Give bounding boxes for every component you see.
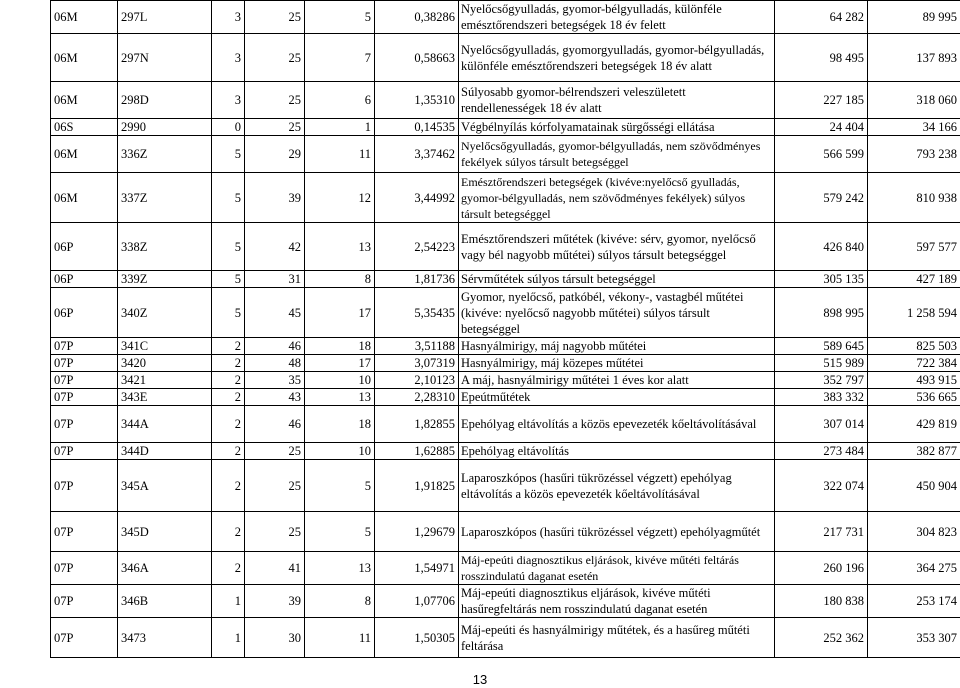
row-code: 340Z [118,288,212,338]
row-description: Emésztőrendszeri műtétek (kivéve: sérv, gyomor, nyelőcső vagy bél nagyobb műtétei) súlyos társult betegséggel [459,223,775,271]
row-col3: 2 [212,552,245,585]
row-chapter: 07P [51,585,118,618]
row-weight: 1,82855 [375,406,459,443]
row-value-2: 429 819 [868,406,960,443]
row-col4: 25 [245,1,305,34]
row-value-2: 253 174 [868,585,960,618]
row-weight: 1,54971 [375,552,459,585]
table-row [51,271,960,288]
row-chapter: 06M [51,82,118,119]
row-col4: 46 [245,406,305,443]
row-value-2: 825 503 [868,338,960,355]
row-value-2: 427 189 [868,271,960,288]
row-description: Máj-epeúti diagnosztikus eljárások, kivéve műtéti hasűregfeltárás nem rosszindulatú daganat esetén [459,585,775,618]
row-chapter: 06M [51,173,118,223]
row-chapter: 07P [51,406,118,443]
row-value-1: 898 995 [775,288,868,338]
table-row [51,338,960,355]
table-row [51,552,960,585]
row-value-1: 589 645 [775,338,868,355]
table-row [51,443,960,460]
row-code: 346B [118,585,212,618]
row-col3: 2 [212,338,245,355]
row-col5: 6 [305,82,375,119]
row-col3: 2 [212,512,245,552]
row-col3: 3 [212,82,245,119]
row-col5: 13 [305,223,375,271]
row-weight: 0,58663 [375,34,459,82]
row-value-2: 722 384 [868,355,960,372]
row-col4: 25 [245,119,305,136]
row-value-1: 352 797 [775,372,868,389]
row-chapter: 07P [51,552,118,585]
row-col3: 2 [212,406,245,443]
row-code: 339Z [118,271,212,288]
row-chapter: 06M [51,34,118,82]
row-col3: 5 [212,288,245,338]
row-description: Máj-epeúti diagnosztikus eljárások, kivéve műtéti feltárás rosszindulatú daganat esetén [459,552,775,585]
row-col4: 25 [245,34,305,82]
row-code: 298D [118,82,212,119]
row-weight: 3,44992 [375,173,459,223]
row-weight: 1,81736 [375,271,459,288]
row-col5: 13 [305,552,375,585]
row-chapter: 07P [51,512,118,552]
row-col3: 3 [212,34,245,82]
row-weight: 1,91825 [375,460,459,512]
table-row [51,389,960,406]
table-row [51,223,960,271]
row-value-1: 252 362 [775,618,868,658]
row-col3: 1 [212,585,245,618]
row-description: Végbélnyílás kórfolyamatainak sürgősségi ellátása [459,119,775,136]
row-col5: 18 [305,338,375,355]
row-value-2: 810 938 [868,173,960,223]
row-value-2: 536 665 [868,389,960,406]
row-weight: 2,10123 [375,372,459,389]
row-code: 346A [118,552,212,585]
row-value-1: 24 404 [775,119,868,136]
row-weight: 0,14535 [375,119,459,136]
row-value-2: 353 307 [868,618,960,658]
row-col3: 5 [212,271,245,288]
row-description: Laparoszkópos (hasűri tükrözéssel végzett) epehólyag eltávolítás a közös epevezeték kőeltávolításával [459,460,775,512]
row-code: 3473 [118,618,212,658]
row-chapter: 06P [51,271,118,288]
row-code: 297N [118,34,212,82]
row-value-2: 304 823 [868,512,960,552]
row-code: 3421 [118,372,212,389]
row-col3: 5 [212,173,245,223]
row-col3: 2 [212,372,245,389]
row-code: 2990 [118,119,212,136]
row-value-1: 64 282 [775,1,868,34]
row-chapter: 07P [51,618,118,658]
row-description: Hasnyálmirigy, máj közepes műtétei [459,355,775,372]
row-weight: 1,07706 [375,585,459,618]
row-description: Máj-epeúti és hasnyálmirigy műtétek, és a hasűreg műtéti feltárása [459,618,775,658]
row-col5: 8 [305,271,375,288]
table-row [51,355,960,372]
row-value-1: 383 332 [775,389,868,406]
row-col3: 3 [212,1,245,34]
row-description: Epeútműtétek [459,389,775,406]
row-col3: 5 [212,223,245,271]
row-value-1: 515 989 [775,355,868,372]
row-col5: 13 [305,389,375,406]
row-value-1: 322 074 [775,460,868,512]
row-col4: 25 [245,460,305,512]
row-col4: 31 [245,271,305,288]
row-chapter: 06M [51,136,118,173]
row-chapter: 07P [51,355,118,372]
row-value-1: 579 242 [775,173,868,223]
row-chapter: 07P [51,338,118,355]
table-row [51,618,960,658]
row-description: A máj, hasnyálmirigy műtétei 1 éves kor alatt [459,372,775,389]
row-code: 297L [118,1,212,34]
table-row [51,1,960,34]
row-code: 345A [118,460,212,512]
row-weight: 1,35310 [375,82,459,119]
row-value-2: 493 915 [868,372,960,389]
row-col5: 11 [305,618,375,658]
row-description: Nyelőcsőgyulladás, gyomor-bélgyulladás, különféle emésztőrendszeri betegségek 18 év felett [459,1,775,34]
row-col5: 5 [305,512,375,552]
row-col5: 18 [305,406,375,443]
row-value-1: 566 599 [775,136,868,173]
row-weight: 2,28310 [375,389,459,406]
row-value-1: 273 484 [775,443,868,460]
row-weight: 3,51188 [375,338,459,355]
table-row [51,119,960,136]
row-value-1: 180 838 [775,585,868,618]
table-row [51,585,960,618]
row-col5: 10 [305,372,375,389]
row-col4: 43 [245,389,305,406]
row-col5: 5 [305,1,375,34]
row-code: 336Z [118,136,212,173]
row-col5: 10 [305,443,375,460]
row-chapter: 06S [51,119,118,136]
table-row [51,460,960,512]
row-chapter: 07P [51,443,118,460]
row-col4: 29 [245,136,305,173]
row-code: 344A [118,406,212,443]
row-col5: 17 [305,288,375,338]
row-chapter: 06P [51,223,118,271]
row-col4: 30 [245,618,305,658]
row-col4: 35 [245,372,305,389]
row-code: 343E [118,389,212,406]
row-description: Laparoszkópos (hasűri tükrözéssel végzett) epehólyagműtét [459,512,775,552]
row-value-2: 137 893 [868,34,960,82]
row-value-1: 227 185 [775,82,868,119]
row-code: 3420 [118,355,212,372]
row-description: Nyelőcsőgyulladás, gyomorgyulladás, gyomor-bélgyulladás, különféle emésztőrendszeri betegségek 18 év alatt [459,34,775,82]
row-code: 344D [118,443,212,460]
row-description: Epehólyag eltávolítás a közös epevezeték kőeltávolításával [459,406,775,443]
row-weight: 5,35435 [375,288,459,338]
row-chapter: 06M [51,1,118,34]
row-value-2: 89 995 [868,1,960,34]
row-chapter: 07P [51,389,118,406]
row-col5: 8 [305,585,375,618]
row-description: Nyelőcsőgyulladás, gyomor-bélgyulladás, nem szövődményes fekélyek súlyos társult betegséggel [459,136,775,173]
row-description: Súlyosabb gyomor-bélrendszeri veleszületett rendellenességek 18 év alatt [459,82,775,119]
row-col3: 5 [212,136,245,173]
row-value-2: 1 258 594 [868,288,960,338]
row-col4: 41 [245,552,305,585]
table-row [51,372,960,389]
row-col4: 46 [245,338,305,355]
row-weight: 0,38286 [375,1,459,34]
row-col5: 11 [305,136,375,173]
row-description: Hasnyálmirigy, máj nagyobb műtétei [459,338,775,355]
row-col4: 45 [245,288,305,338]
row-col4: 48 [245,355,305,372]
row-description: Emésztőrendszeri betegségek (kivéve:nyelőcső gyulladás, gyomor-bélgyulladás, nem szövődményes fekélyek) súlyos társult betegséggel [459,173,775,223]
row-value-1: 260 196 [775,552,868,585]
row-col3: 0 [212,119,245,136]
row-chapter: 07P [51,460,118,512]
row-col4: 25 [245,82,305,119]
row-col4: 42 [245,223,305,271]
row-value-2: 34 166 [868,119,960,136]
table-row [51,512,960,552]
table-row [51,34,960,82]
row-col5: 1 [305,119,375,136]
table-row [51,82,960,119]
row-value-2: 382 877 [868,443,960,460]
row-col3: 2 [212,389,245,406]
row-weight: 3,37462 [375,136,459,173]
row-value-1: 305 135 [775,271,868,288]
row-col5: 5 [305,460,375,512]
table-row [51,136,960,173]
row-col5: 12 [305,173,375,223]
row-code: 345D [118,512,212,552]
row-col3: 2 [212,460,245,512]
row-chapter: 07P [51,372,118,389]
row-weight: 1,50305 [375,618,459,658]
row-weight: 1,62885 [375,443,459,460]
row-value-1: 98 495 [775,34,868,82]
row-code: 337Z [118,173,212,223]
row-code: 341C [118,338,212,355]
row-col5: 17 [305,355,375,372]
row-value-1: 217 731 [775,512,868,552]
row-col5: 7 [305,34,375,82]
row-value-1: 307 014 [775,406,868,443]
row-description: Sérvműtétek súlyos társult betegséggel [459,271,775,288]
row-col4: 25 [245,512,305,552]
row-value-2: 318 060 [868,82,960,119]
table-row [51,406,960,443]
row-value-2: 597 577 [868,223,960,271]
row-col4: 39 [245,173,305,223]
row-weight: 1,29679 [375,512,459,552]
row-col4: 39 [245,585,305,618]
row-description: Epehólyag eltávolítás [459,443,775,460]
row-value-2: 793 238 [868,136,960,173]
row-col4: 25 [245,443,305,460]
row-value-2: 450 904 [868,460,960,512]
table-row [51,173,960,223]
row-value-1: 426 840 [775,223,868,271]
row-col3: 2 [212,443,245,460]
row-col3: 1 [212,618,245,658]
table-row [51,288,960,338]
row-description: Gyomor, nyelőcső, patkóbél, vékony-, vastagbél műtétei (kivéve: nyelőcső nagyobb műtétei) súlyos társult betegséggel [459,288,775,338]
row-weight: 2,54223 [375,223,459,271]
page-number: 13 [472,672,488,687]
row-col3: 2 [212,355,245,372]
row-weight: 3,07319 [375,355,459,372]
drg-table [50,0,960,658]
row-chapter: 06P [51,288,118,338]
row-value-2: 364 275 [868,552,960,585]
row-code: 338Z [118,223,212,271]
